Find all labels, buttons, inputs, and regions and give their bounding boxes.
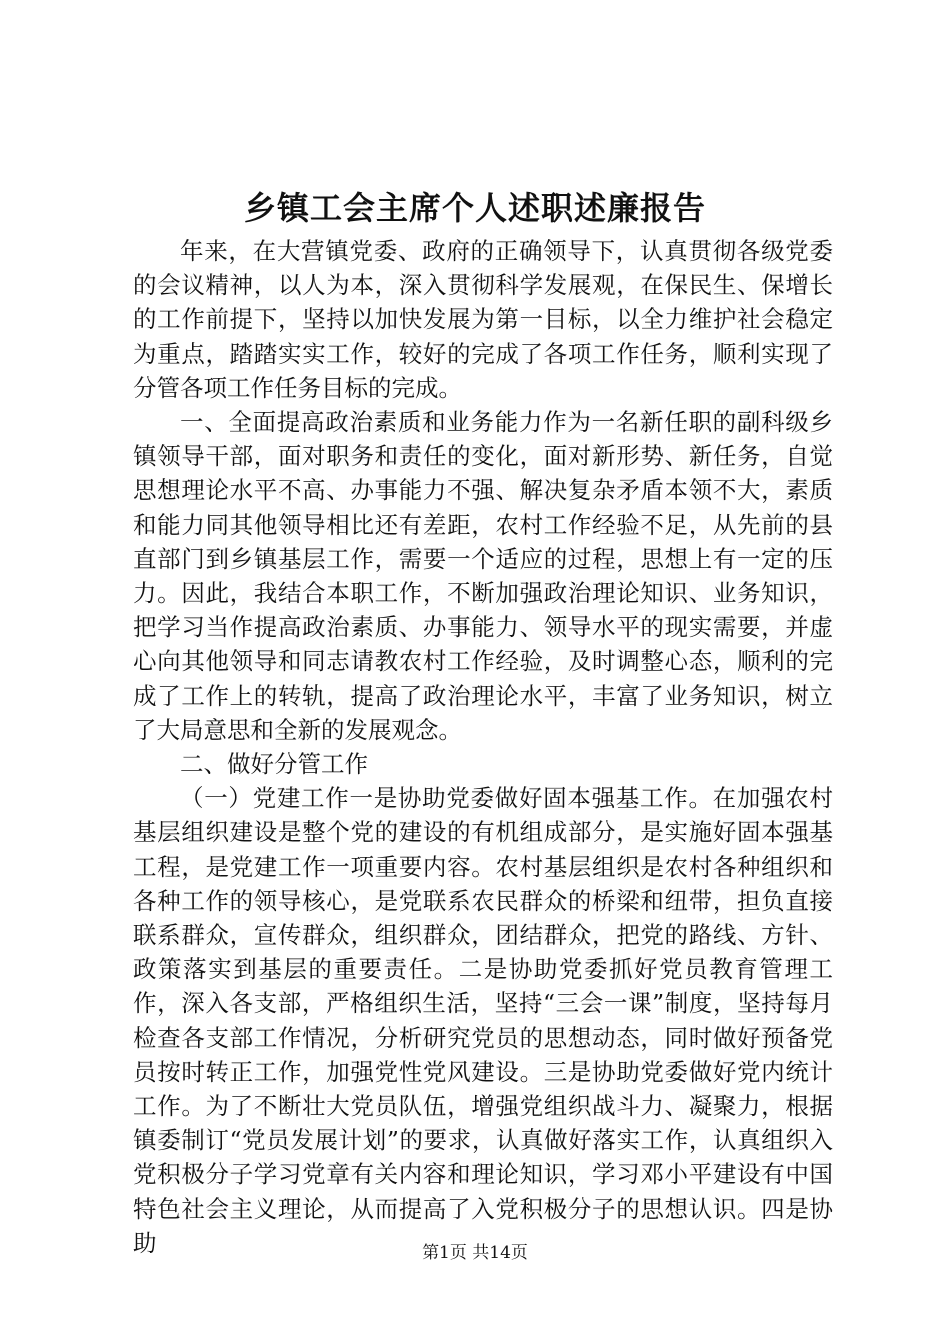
page-number-footer: 第1页 共14页 — [422, 1243, 528, 1263]
paragraph-section-1: 一、全面提高政治素质和业务能力作为一名新任职的副科级乡镇领导干部，面对职务和责任的变化，面对新形势、新任务，自觉思想理论水平不高、办事能力不强、解决复杂矛盾本领不大，素质和能力同其他领导相比还有差距，农村工作经验不足，从先前的县直部门到乡镇基层工作，需要一个适应的过程，思想上有一定的压力。因此，我结合本职工作，不断加强政治理论知识、业务知识，把学习当作提高政治素质、办事能力、领导水平的现实需要，并虚心向其他领导和同志请教农村工作经验，及时调整心态，顺利的完成了工作上的转轨，提高了政治理论水平，丰富了业务知识，树立了大局意思和全新的发展观念。 — [133, 408, 833, 744]
paragraph-section-2-heading: 二、做好分管工作 — [180, 750, 368, 779]
document-body — [133, 234, 833, 1260]
paragraph-intro: 年来，在大营镇党委、政府的正确领导下，认真贯彻各级党委的会议精神，以人为本，深入贯彻科学发展观，在保民生、保增长的工作前提下，坚持以加快发展为第一目标，以全力维护社会稳定为重点，踏踏实实工作，较好的完成了各项工作任务，顺利实现了分管各项工作任务目标的完成。 — [133, 237, 833, 402]
document-title: 乡镇工会主席个人述职述廉报告 — [243, 189, 706, 227]
paragraph-party-building: （一）党建工作一是协助党委做好固本强基工作。在加强农村基层组织建设是整个党的建设的有机组成部分，是实施好固本强基工程，是党建工作一项重要内容。农村基层组织是农村各种组织和各种工作的领导核心，是党联系农民群众的桥梁和纽带，担负直接联系群众，宣传群众，组织群众，团结群众，把党的路线、方针、政策落实到基层的重要责任。二是协助党委抓好党员教育管理工作，深入各支部，严格组织生活，坚持“三会一课”制度，坚持每月检查各支部工作情况，分析研究党员的思想动态，同时做好预备党员按时转正工作，加强党性党风建设。三是协助党委做好党内统计工作。为了不断壮大党员队伍，增强党组织战斗力、凝聚力，根据镇委制订“党员发展计划”的要求，认真做好落实工作，认真组织入党积极分子学习党章有关内容和理论知识，学习邓小平建设有中国特色社会主义理论，从而提高了入党积极分子的思想认识。四是协助 — [133, 784, 833, 1257]
